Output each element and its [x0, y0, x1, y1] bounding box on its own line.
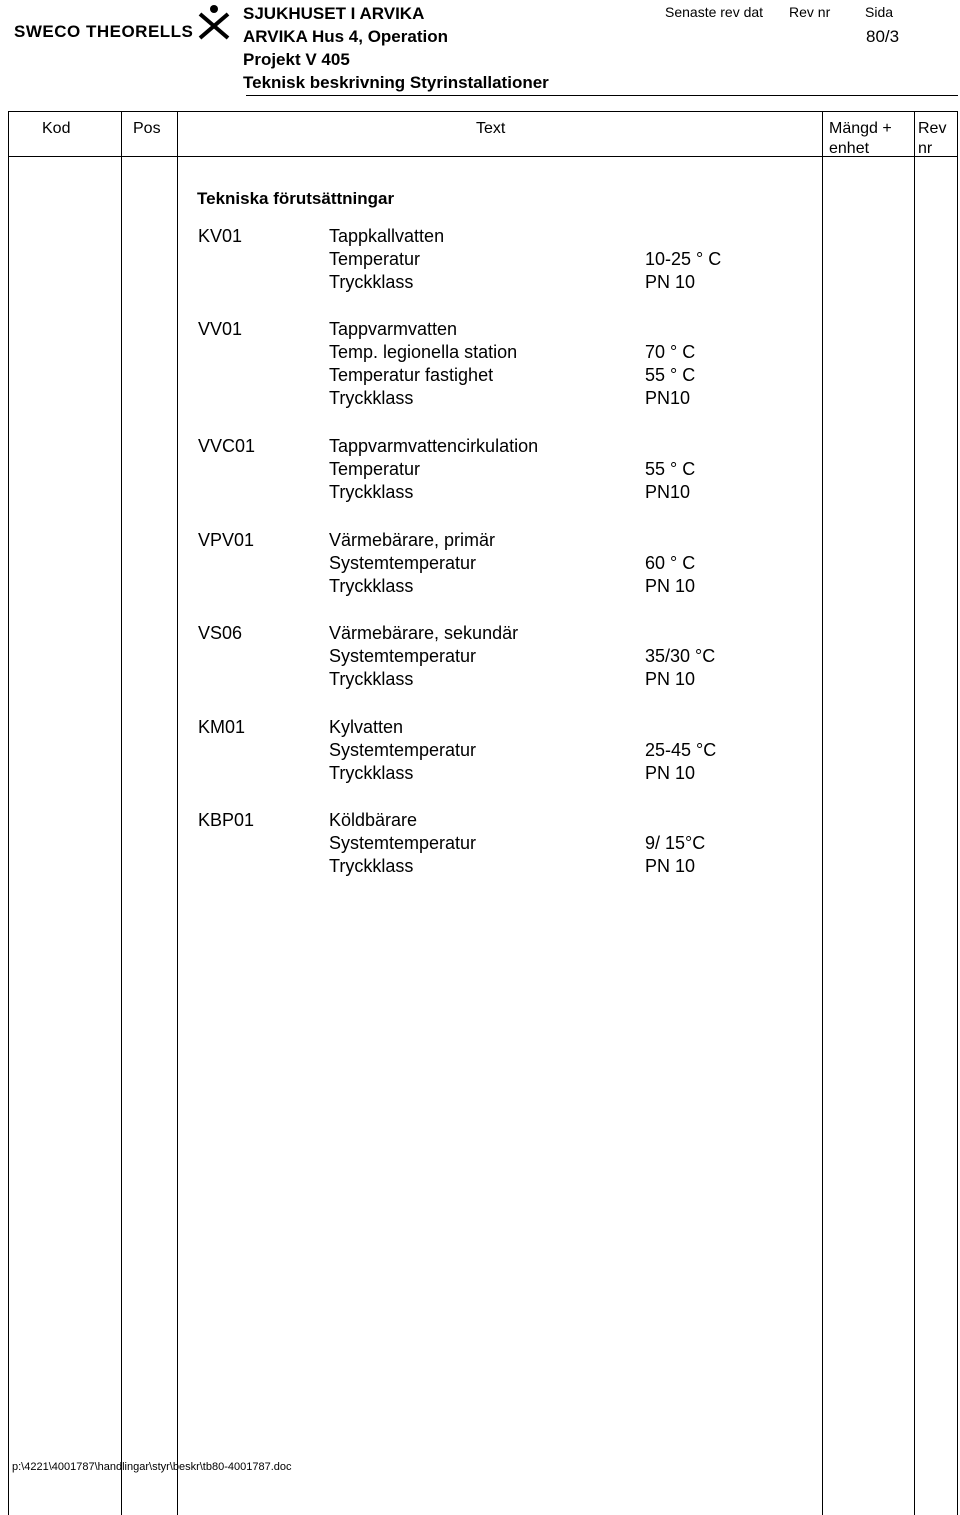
- column-divider-mangd-rev: [914, 111, 915, 1515]
- table-top-border: [8, 111, 958, 112]
- item-title: Tappvarmvattencirkulation: [329, 436, 539, 456]
- item-title: Värmebärare, primär: [329, 530, 496, 550]
- property-value: 55 ° C: [645, 459, 696, 479]
- column-divider-pos-text: [177, 111, 178, 1515]
- property-label: Temperatur: [329, 249, 421, 269]
- property-label: Temperatur fastighet: [329, 365, 494, 385]
- property-label: Systemtemperatur: [329, 646, 477, 666]
- property-label: Tryckklass: [329, 856, 414, 876]
- property-value: PN 10: [645, 856, 696, 876]
- property-label: Temperatur: [329, 459, 421, 479]
- property-label: Systemtemperatur: [329, 740, 477, 760]
- column-header-mangd: Mängd +: [829, 120, 892, 137]
- property-value: PN 10: [645, 576, 696, 596]
- column-header-rule: [8, 156, 958, 157]
- column-header-rev: Rev: [918, 120, 947, 137]
- property-label: Tryckklass: [329, 669, 414, 689]
- item-code: VS06: [198, 623, 243, 643]
- property-value: 25-45 °C: [645, 740, 717, 760]
- column-header-kod: Kod: [42, 120, 71, 137]
- section-title: Tekniska förutsättningar: [197, 189, 395, 208]
- item-code: VVC01: [198, 436, 256, 456]
- property-value: 70 ° C: [645, 342, 696, 362]
- property-label: Tryckklass: [329, 482, 414, 502]
- property-value: PN 10: [645, 763, 696, 783]
- page-label: Sida: [865, 4, 894, 20]
- item-code: VPV01: [198, 530, 255, 550]
- property-label: Tryckklass: [329, 272, 414, 292]
- header-project-number: Projekt V 405: [243, 50, 350, 69]
- sweco-figure-icon: [196, 4, 232, 40]
- footer-file-path: p:\4221\4001787\handlingar\styr\beskr\tb80-4001787.doc: [12, 1461, 292, 1473]
- property-value: 55 ° C: [645, 365, 696, 385]
- table-left-border: [8, 111, 9, 1515]
- item-code: KV01: [198, 226, 243, 246]
- header-rule: [246, 95, 958, 96]
- column-header-text: Text: [476, 120, 506, 137]
- company-logo-text: SWECO THEORELLS: [14, 22, 194, 41]
- page-number: 80/3: [866, 27, 900, 46]
- column-divider-text-mangd: [822, 111, 823, 1515]
- item-title: Tappkallvatten: [329, 226, 445, 246]
- item-code: KM01: [198, 717, 246, 737]
- property-label: Systemtemperatur: [329, 553, 477, 573]
- header-document-title: Teknisk beskrivning Styrinstallationer: [243, 73, 549, 92]
- property-value: PN 10: [645, 669, 696, 689]
- table-right-border: [957, 111, 958, 1515]
- property-value: 10-25 ° C: [645, 249, 722, 269]
- column-divider-kod-pos: [121, 111, 122, 1515]
- item-title: Kylvatten: [329, 717, 404, 737]
- property-label: Temp. legionella station: [329, 342, 518, 362]
- header-project-building: ARVIKA Hus 4, Operation: [243, 27, 448, 46]
- property-value: PN 10: [645, 272, 696, 292]
- item-code: VV01: [198, 319, 243, 339]
- column-header-enhet: enhet: [829, 140, 870, 157]
- item-code: KBP01: [198, 810, 255, 830]
- property-value: 35/30 °C: [645, 646, 716, 666]
- item-title: Tappvarmvatten: [329, 319, 458, 339]
- property-label: Tryckklass: [329, 388, 414, 408]
- property-value: PN10: [645, 388, 691, 408]
- property-value: PN10: [645, 482, 691, 502]
- column-header-rev-nr: nr: [918, 140, 933, 157]
- property-label: Systemtemperatur: [329, 833, 477, 853]
- column-header-pos: Pos: [133, 120, 161, 137]
- latest-revision-date-label: Senaste rev dat: [665, 4, 764, 20]
- property-value: 9/ 15°C: [645, 833, 706, 853]
- revision-number-label: Rev nr: [789, 4, 831, 20]
- property-label: Tryckklass: [329, 576, 414, 596]
- item-title: Värmebärare, sekundär: [329, 623, 519, 643]
- header-project-site: SJUKHUSET I ARVIKA: [243, 4, 425, 23]
- property-value: 60 ° C: [645, 553, 696, 573]
- item-title: Köldbärare: [329, 810, 418, 830]
- property-label: Tryckklass: [329, 763, 414, 783]
